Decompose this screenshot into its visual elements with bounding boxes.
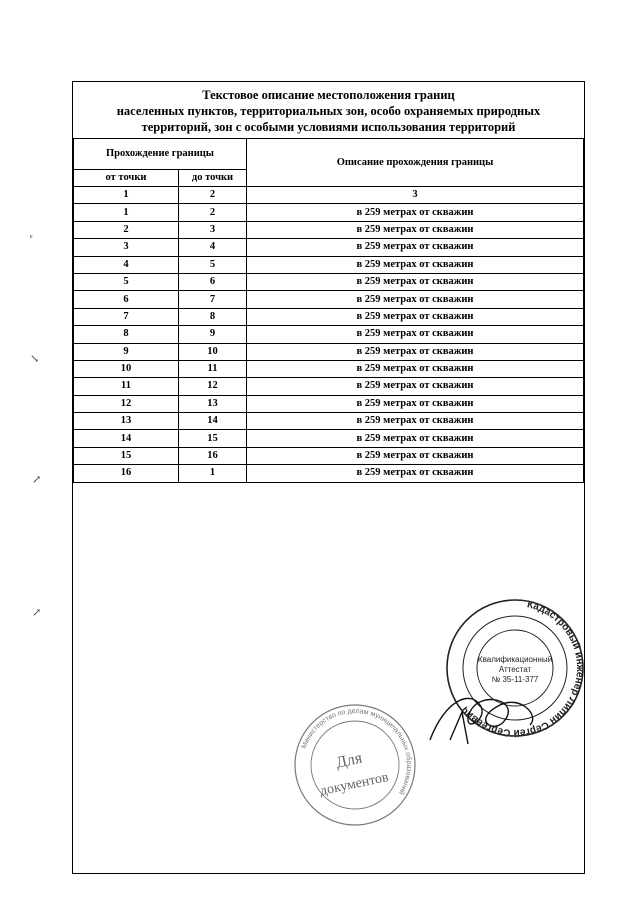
- from-cell: 2: [74, 221, 179, 238]
- docs-seal: [295, 705, 415, 825]
- to-cell: 3: [179, 221, 247, 238]
- engineer-center-3: № 35-11-377: [491, 675, 539, 684]
- to-cell: 5: [179, 256, 247, 273]
- from-cell: 10: [74, 360, 179, 377]
- from-cell: 5: [74, 273, 179, 290]
- to-cell: 16: [179, 447, 247, 464]
- from-cell: 12: [74, 395, 179, 412]
- margin-mark: ↗: [32, 607, 42, 619]
- numbering-cell: 3: [247, 187, 584, 204]
- docs-ring-text: Министерство по делам муниципальных образований: [300, 707, 413, 796]
- from-cell: 9: [74, 343, 179, 360]
- from-cell: 14: [74, 430, 179, 447]
- to-cell: 9: [179, 326, 247, 343]
- from-cell: 11: [74, 378, 179, 395]
- from-cell: 16: [74, 465, 179, 482]
- desc-cell: в 259 метрах от скважин: [247, 239, 584, 256]
- desc-cell: в 259 метрах от скважин: [247, 413, 584, 430]
- engineer-center-2: Аттестат: [498, 665, 532, 674]
- desc-cell: в 259 метрах от скважин: [247, 343, 584, 360]
- numbering-cell: 1: [74, 187, 179, 204]
- from-cell: 3: [74, 239, 179, 256]
- desc-cell: в 259 метрах от скважин: [247, 360, 584, 377]
- from-cell: 8: [74, 326, 179, 343]
- from-cell: 15: [74, 447, 179, 464]
- desc-cell: в 259 метрах от скважин: [247, 447, 584, 464]
- to-cell: 7: [179, 291, 247, 308]
- desc-cell: в 259 метрах от скважин: [247, 291, 584, 308]
- desc-cell: в 259 метрах от скважин: [247, 378, 584, 395]
- title-line-3: территорий, зон с особыми условиями использования территорий: [141, 120, 516, 134]
- margin-mark: ᵋ: [30, 232, 33, 244]
- header-to: до точки: [179, 170, 247, 187]
- to-cell: 13: [179, 395, 247, 412]
- header-group: Прохождение границы: [74, 139, 247, 170]
- numbering-cell: 2: [179, 187, 247, 204]
- from-cell: 6: [74, 291, 179, 308]
- to-cell: 4: [179, 239, 247, 256]
- engineer-center-1: Квалификационный: [477, 655, 553, 664]
- to-cell: 15: [179, 430, 247, 447]
- from-cell: 13: [74, 413, 179, 430]
- to-cell: 6: [179, 273, 247, 290]
- from-cell: 4: [74, 256, 179, 273]
- to-cell: 11: [179, 360, 247, 377]
- to-cell: 8: [179, 308, 247, 325]
- title-line-1: Текстовое описание местоположения границ: [202, 88, 455, 102]
- desc-cell: в 259 метрах от скважин: [247, 465, 584, 482]
- desc-cell: в 259 метрах от скважин: [247, 273, 584, 290]
- desc-cell: в 259 метрах от скважин: [247, 204, 584, 221]
- title-line-2: населенных пунктов, территориальных зон, особо охраняемых природных: [116, 104, 541, 118]
- to-cell: 1: [179, 465, 247, 482]
- docs-center-2: документов: [318, 769, 390, 800]
- header-desc: Описание прохождения границы: [247, 139, 584, 187]
- header-from: от точки: [74, 170, 179, 187]
- desc-cell: в 259 метрах от скважин: [247, 326, 584, 343]
- docs-center-1: Для: [334, 749, 364, 772]
- engineer-ring-text: Кадастровый инженер Липин Сергей Сергеевич: [459, 599, 586, 739]
- desc-cell: в 259 метрах от скважин: [247, 221, 584, 238]
- to-cell: 2: [179, 204, 247, 221]
- desc-cell: в 259 метрах от скважин: [247, 430, 584, 447]
- from-cell: 1: [74, 204, 179, 221]
- to-cell: 10: [179, 343, 247, 360]
- desc-cell: в 259 метрах от скважин: [247, 308, 584, 325]
- margin-mark: ↘: [30, 353, 40, 365]
- from-cell: 7: [74, 308, 179, 325]
- to-cell: 12: [179, 378, 247, 395]
- desc-cell: в 259 метрах от скважин: [247, 395, 584, 412]
- margin-mark: ↗: [32, 474, 42, 486]
- desc-cell: в 259 метрах от скважин: [247, 256, 584, 273]
- to-cell: 14: [179, 413, 247, 430]
